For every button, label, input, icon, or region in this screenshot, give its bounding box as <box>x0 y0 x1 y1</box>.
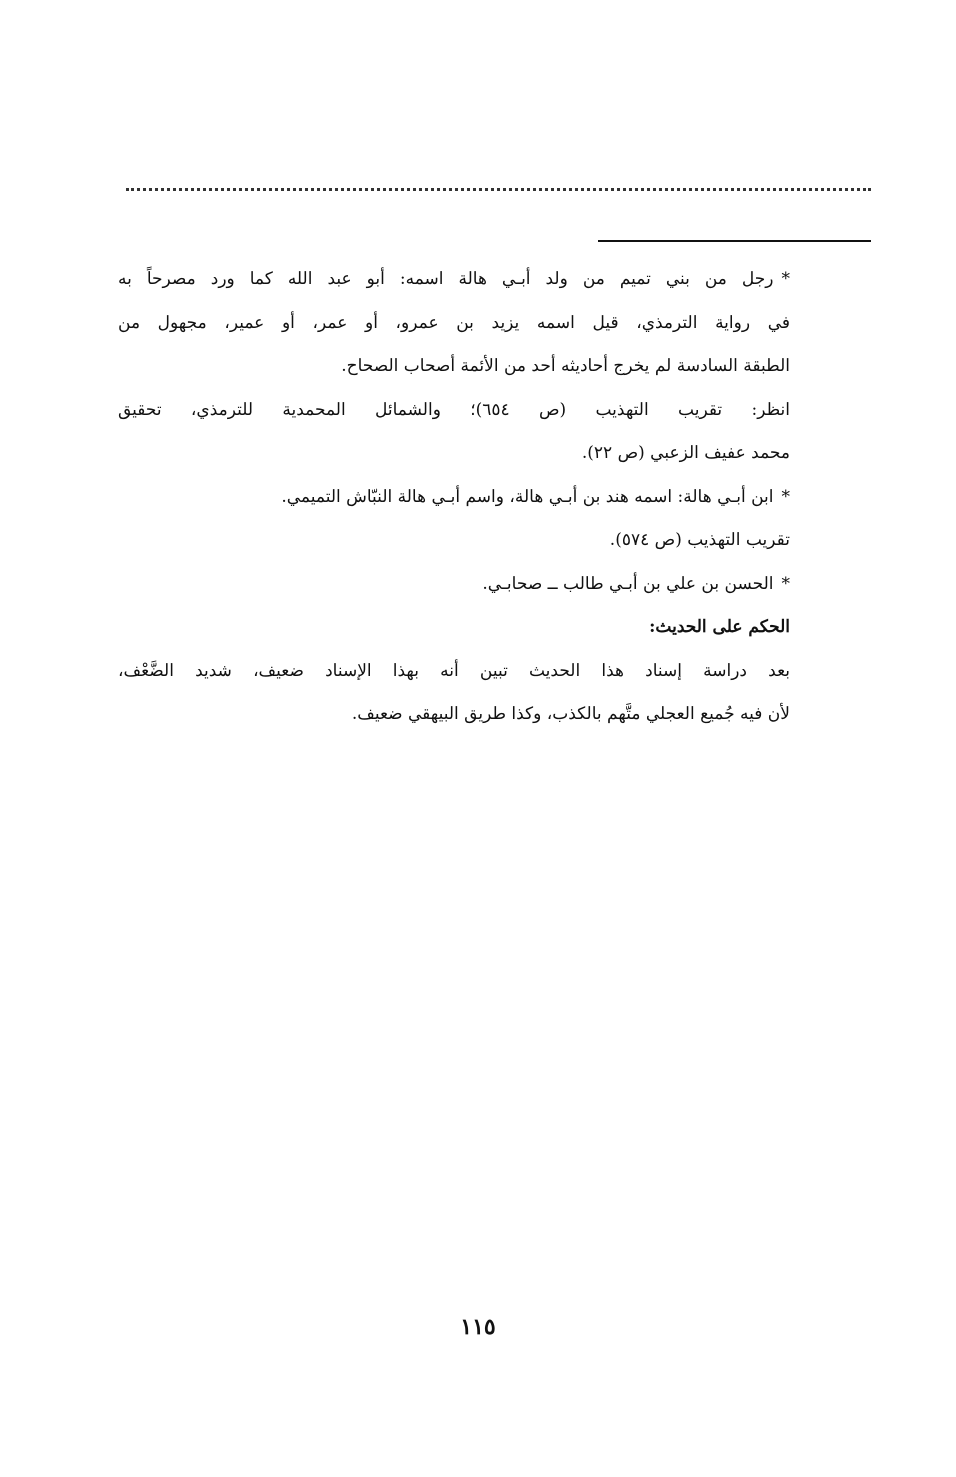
page-number: ١١٥ <box>460 1314 496 1340</box>
footnote-2-line-2: تقريب التهذيب (ص ٥٧٤). <box>609 530 790 550</box>
footnote-1-line-2: في رواية الترمذي، قيل اسمه يزيد بن عمرو، أو عمر، أو عمير، مجهول من <box>118 312 790 333</box>
verdict-line-2: لأن فيه جُميع العجلي متَّهم بالكذب، وكذا طريق البيهقي ضعيف. <box>351 704 790 724</box>
bullet-asterisk: * <box>781 269 790 289</box>
footnote-1-line-3: الطبقة السادسة لم يخرج أحاديثه أحد من الأئمة أصحاب الصحاح. <box>341 356 790 376</box>
bullet-asterisk: * <box>781 486 790 507</box>
verdict-line-1: بعد دراسة إسناد هذا الحديث تبين أنه بهذا الإسناد ضعيف، شديد الضَّعْف، <box>118 660 790 681</box>
reference-1-line-2: محمد عفيف الزعبي (ص ٢٢). <box>581 443 790 463</box>
reference-1-line-1: انظر: تقريب التهذيب (ص ٦٥٤)؛ والشمائل المحمدية للترمذي، تحقيق <box>118 399 790 420</box>
dotted-separator <box>126 188 871 208</box>
footnote-1-line-1: *رجل من بني تميم من ولد أبـي هالة اسمه: أبو عبد الله كما ورد مصرحاً به <box>118 258 790 302</box>
footnote-3-line-1: *الحسن بن علي بن أبـي طالب ــ صحابـي. <box>118 563 790 607</box>
footnotes-block <box>118 258 790 737</box>
footnote-2-line-1: *ابن أبـي هالة: اسمه هند بن أبـي هالة، واسم أبـي هالة النبّاش التميمي. <box>118 476 790 520</box>
verdict-heading: الحكم على الحديث: <box>649 617 790 637</box>
bullet-asterisk: * <box>781 573 790 594</box>
footnote-rule <box>598 240 871 242</box>
